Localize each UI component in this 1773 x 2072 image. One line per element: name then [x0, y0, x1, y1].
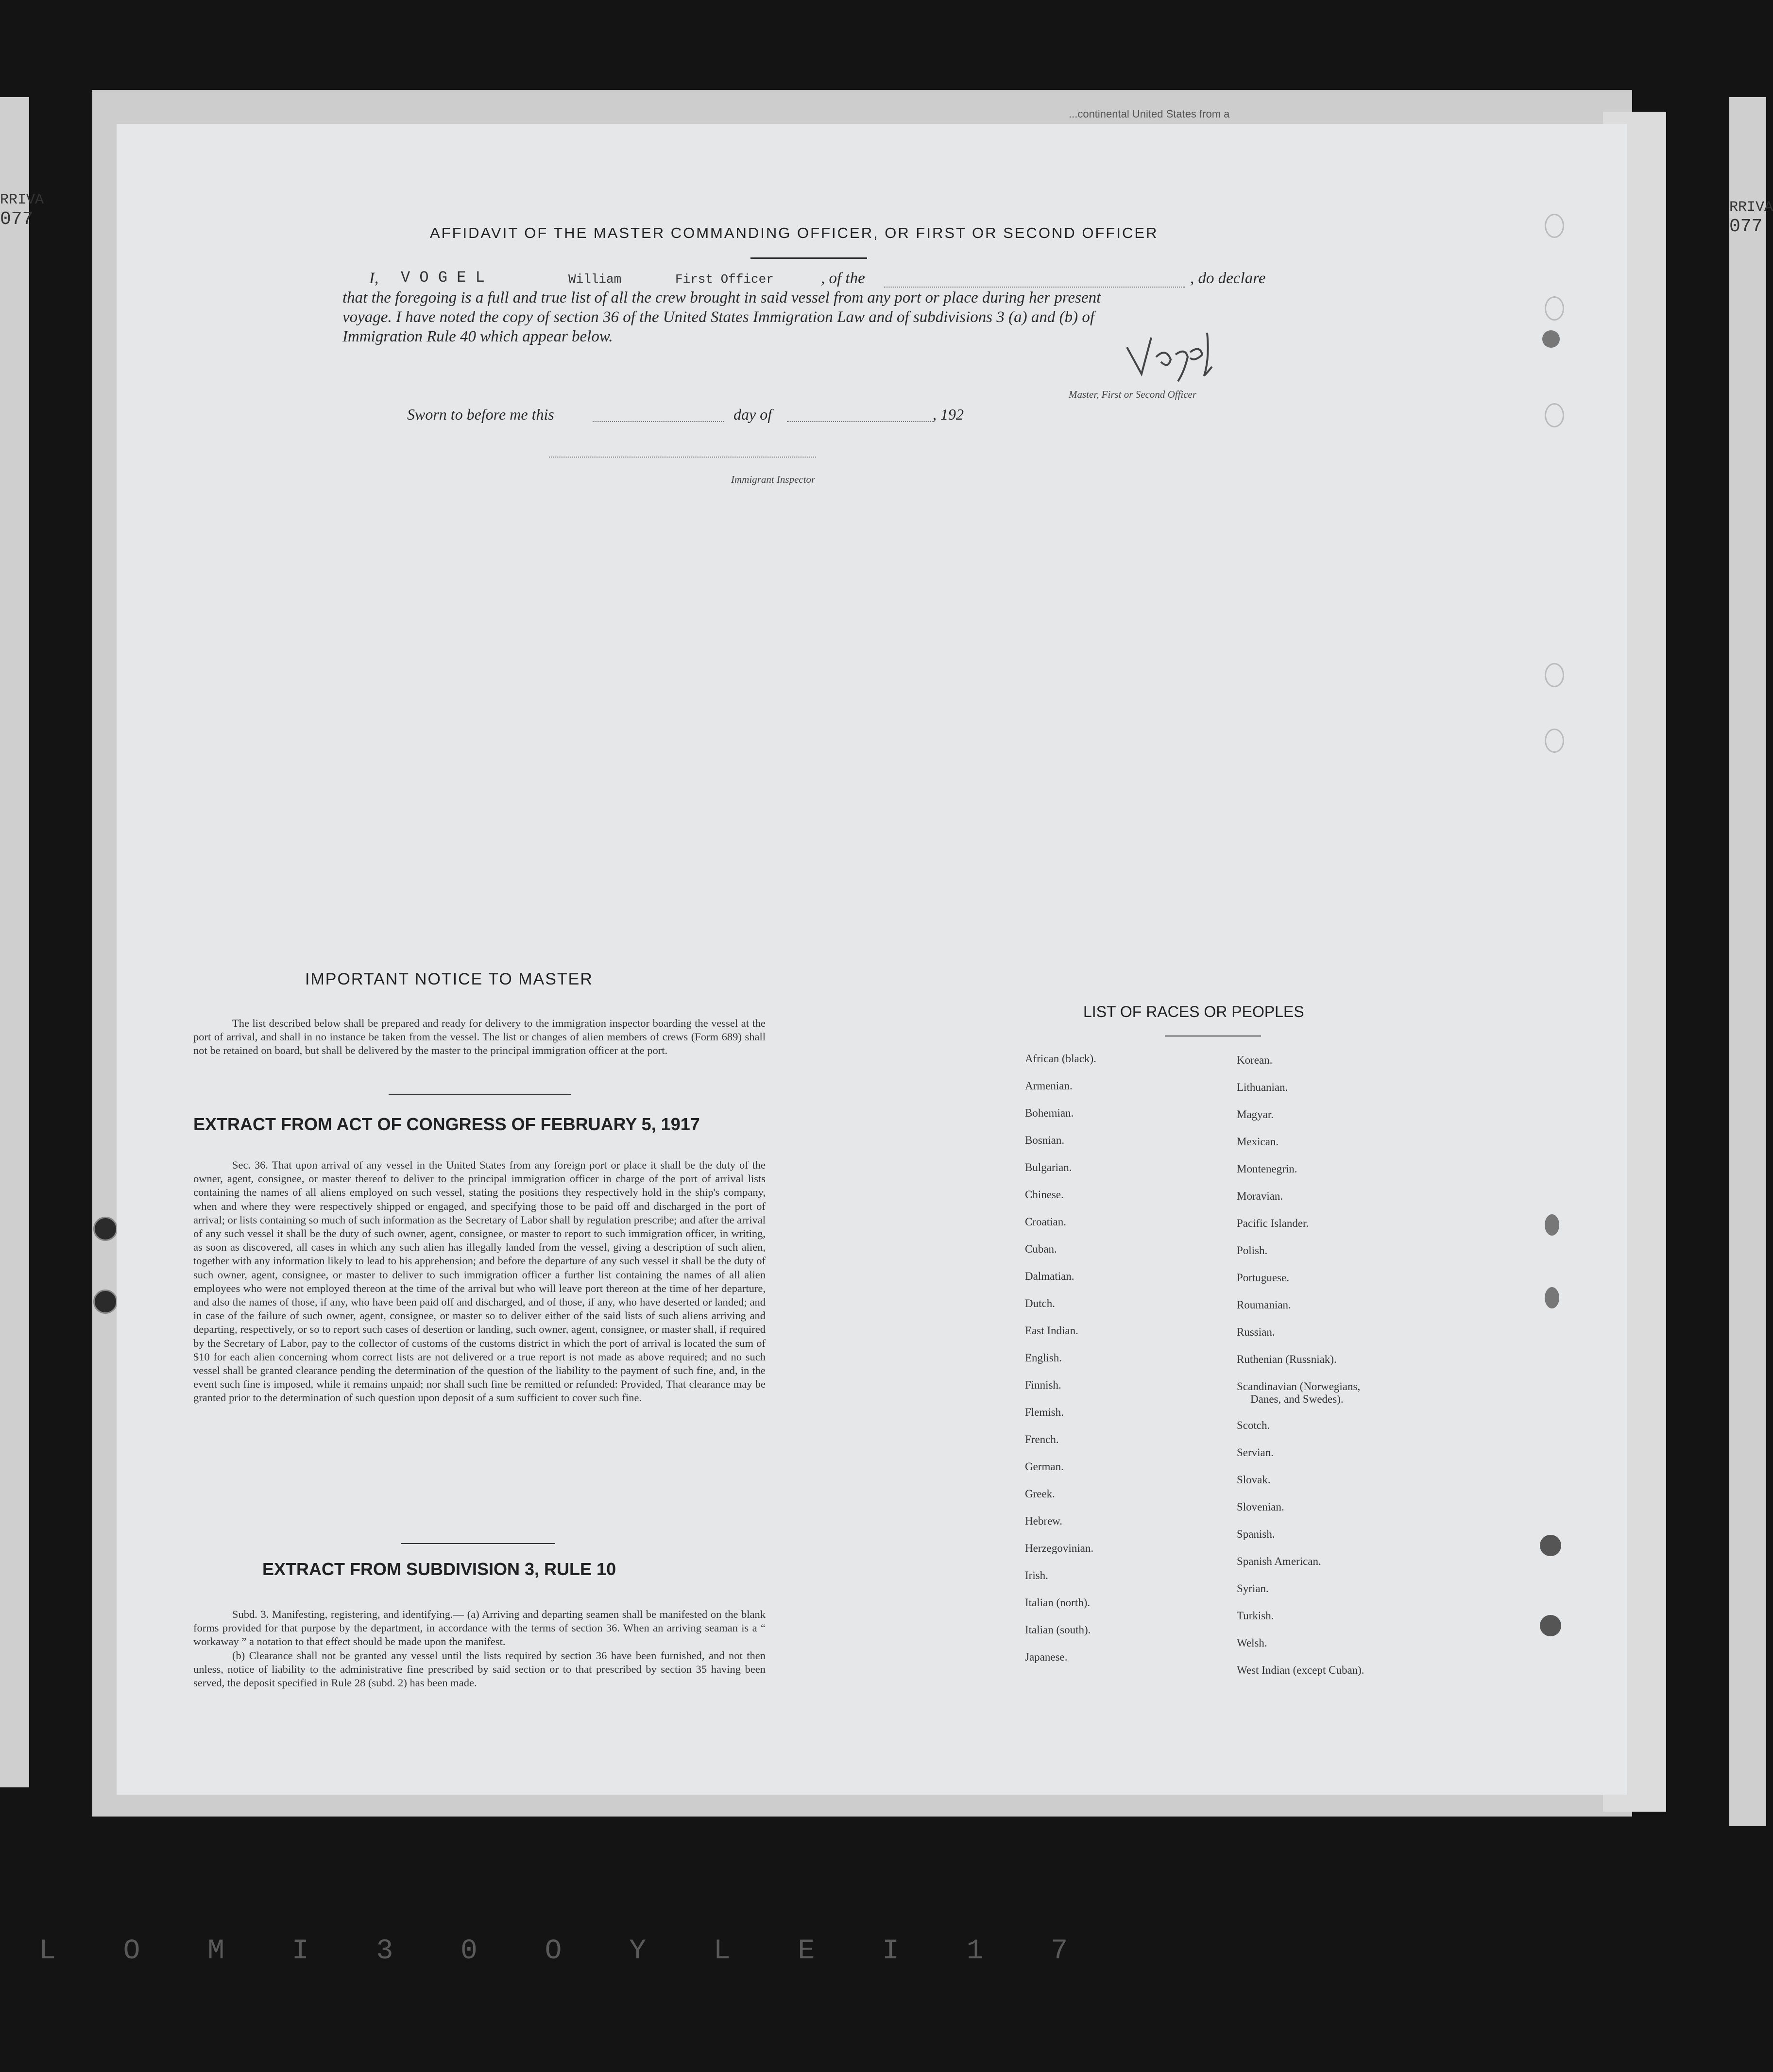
- race-item: Flemish.: [1025, 1406, 1064, 1418]
- notice-text: The list described below shall be prepared and ready for delivery to the immigration inspector boarding the vessel at the port of arrival, and shall in no instance be taken from the vessel. The list or changes of alien members of crews (Form 689) shall not be retained on board, but shall be delivered by the master to the principal immigration officer at the port.: [193, 1017, 766, 1057]
- notice-title: IMPORTANT NOTICE TO MASTER: [305, 970, 593, 988]
- race-item: English.: [1025, 1352, 1062, 1364]
- race-item: Finnish.: [1025, 1379, 1061, 1391]
- do-declare-text: , do declare: [1190, 270, 1266, 287]
- race-item: Roumanian.: [1237, 1299, 1291, 1311]
- affidavit-line-4: Immigration Rule 40 which appear below.: [342, 328, 613, 345]
- sworn-year: , 192: [933, 406, 964, 423]
- punch-mark-icon: [1545, 214, 1564, 238]
- race-item: Montenegrin.: [1237, 1163, 1297, 1175]
- officer-rank: First Officer: [675, 272, 774, 287]
- race-item: Mexican.: [1237, 1136, 1279, 1148]
- punch-mark-icon: [1545, 663, 1564, 687]
- race-item: Japanese.: [1025, 1651, 1068, 1663]
- race-item: Bosnian.: [1025, 1134, 1065, 1146]
- punch-mark-icon: [1545, 403, 1564, 427]
- sworn-prefix: Sworn to before me this: [407, 406, 554, 423]
- race-item: Turkish.: [1237, 1610, 1274, 1622]
- race-item: Greek.: [1025, 1488, 1055, 1500]
- punch-mark-icon: [1540, 1615, 1561, 1636]
- extract-rule-title: EXTRACT FROM SUBDIVISION 3, RULE 10: [262, 1559, 616, 1579]
- affidavit-line-2: that the foregoing is a full and true list of all the crew brought in said vessel from any port or place during her present: [342, 289, 1101, 306]
- extract-act-text: Sec. 36. That upon arrival of any vessel in the United States from any foreign port or place it shall be the duty of the owner, agent, consignee, or master thereof to deliver to the principal immigration officer in charge of the port of arrival lists containing the names of all aliens employed on such vessel, stating the positions they respectively hold in the ship's company, when and where they were respectively shipped or engaged, and specifying those to be paid off and discharged in the port of arrival; or lists containing so much of such information as the Secretary of Labor shall by regulation prescribe; and after the arrival of any such vessel it shall be the duty of such owner, agent, consignee, or master to report to such immigration officer, in writing, as soon as discovered, all cases in which any such alien has illegally landed from the vessel, giving a description of such alien, together with any information likely to lead to his apprehension; and before the departure of any such vessel it shall be the duty of such owner, agent, consignee, or master to deliver to such immigration officer a further list containing the names of all alien employees who were not employed thereon at the time of the arrival but who will leave port thereon at the time of her departure, and also the names of those, if any, who have been paid off and discharged, and of those, if any, who have deserted or landed; and in case of the failure of such owner, agent, consignee, or master so to deliver either of the said lists of such aliens arriving and departing, respectively, or so to report such cases of desertion or landing, such owner, agent, consignee, or master shall, if required by the Secretary of Labor, pay to the collector of customs of the customs district in which the port of arrival is located the sum of $10 for each alien concerning whom correct lists are not delivered or a true report is not made as above required; and no such vessel shall be granted clearance pending the determination of the question of the liability to the payment of such fine, and, in the event such fine is imposed, while it remains unpaid; nor shall such fine be remitted or refunded: Provided, That clearance may be granted prior to the determination of such question upon deposit of a sum sufficient to cover such fine.: [193, 1159, 766, 1404]
- race-item: Magyar.: [1237, 1108, 1274, 1121]
- inspector-signature-line: [549, 457, 816, 458]
- race-item: Bohemian.: [1025, 1107, 1074, 1119]
- race-item: Herzegovinian.: [1025, 1542, 1094, 1554]
- punch-mark-icon: [1542, 330, 1560, 348]
- race-item: Chinese.: [1025, 1189, 1064, 1201]
- punch-mark-icon: [1545, 296, 1564, 321]
- race-item: Scotch.: [1237, 1419, 1270, 1431]
- affidavit-title: AFFIDAVIT OF THE MASTER COMMANDING OFFICER, OR FIRST OR SECOND OFFICER: [430, 224, 1159, 241]
- race-item: Pacific Islander.: [1237, 1217, 1309, 1229]
- race-item: French.: [1025, 1433, 1059, 1445]
- race-item: African (black).: [1025, 1053, 1096, 1065]
- punch-mark-icon: [1545, 1214, 1559, 1236]
- race-item: Moravian.: [1237, 1190, 1283, 1202]
- race-item: Dutch.: [1025, 1297, 1055, 1309]
- race-item: Croatian.: [1025, 1216, 1066, 1228]
- title-rule: [750, 257, 867, 259]
- extract-rule: [401, 1543, 555, 1544]
- race-item: Irish.: [1025, 1569, 1048, 1581]
- extract-act-title: EXTRACT FROM ACT OF CONGRESS OF FEBRUARY 5, 1917: [193, 1114, 700, 1134]
- vessel-name-line: [884, 287, 1185, 288]
- race-item: Slovenian.: [1237, 1501, 1284, 1513]
- right-frame-number: 077: [1729, 216, 1763, 237]
- affidavit-line-3: voyage. I have noted the copy of section 36 of the United States Immigration Law and of subdivisions 3 (a) and (b) of: [342, 308, 1095, 326]
- extract-rule-text: Subd. 3. Manifesting, registering, and identifying.— (a) Arriving and departing seamen shall be manifested on the blank forms provided for that purpose by the department, in accordance with the terms of section 36. When an arriving seaman is a “ workaway ” a notation to that effect should be made upon the manifest. (b) Clearance shall not be granted any vessel until the lists required by section 36 have been furnished, and not then unless, notice of liability to the administrative fine prescribed by said section or to that prescribed by section 35 having been served, the deposit specified in Rule 28 (subd. 2) has been made.: [193, 1608, 766, 1689]
- race-item: German.: [1025, 1461, 1064, 1473]
- officer-signature: [1122, 328, 1229, 386]
- adjacent-frame-left: [0, 97, 29, 1787]
- sworn-month-line: [787, 421, 933, 422]
- race-item: West Indian (except Cuban).: [1237, 1664, 1364, 1676]
- race-item: Cuban.: [1025, 1243, 1057, 1255]
- race-item: Italian (south).: [1025, 1624, 1091, 1636]
- race-item: Danes, and Swedes).: [1250, 1393, 1344, 1405]
- left-frame-number: 077: [0, 209, 34, 230]
- punch-mark-icon: [1540, 1535, 1561, 1556]
- race-item: Polish.: [1237, 1244, 1268, 1257]
- officer-caption: Master, First or Second Officer: [1069, 389, 1197, 400]
- left-arrival-label: RRIVA: [0, 192, 44, 208]
- race-item: Scandinavian (Norwegians,: [1237, 1380, 1361, 1393]
- day-of-text: day of: [733, 406, 772, 423]
- race-item: Bulgarian.: [1025, 1161, 1072, 1173]
- top-right-fragment: ...continental United States from a: [1069, 108, 1230, 120]
- race-item: Ruthenian (Russniak).: [1237, 1353, 1337, 1365]
- race-item: East Indian.: [1025, 1325, 1078, 1337]
- race-item: Spanish American.: [1237, 1555, 1321, 1567]
- race-item: Servian.: [1237, 1446, 1274, 1459]
- race-item: Syrian.: [1237, 1582, 1269, 1595]
- race-item: Armenian.: [1025, 1080, 1073, 1092]
- race-item: Dalmatian.: [1025, 1270, 1074, 1282]
- race-item: Hebrew.: [1025, 1515, 1063, 1527]
- punch-mark-icon: [1545, 1287, 1559, 1308]
- race-item: Spanish.: [1237, 1528, 1275, 1540]
- race-item: Korean.: [1237, 1054, 1273, 1066]
- document-page: [117, 124, 1627, 1795]
- punch-mark-icon: [1545, 729, 1564, 753]
- binder-hole-icon: [93, 1290, 118, 1314]
- adjacent-frame-right: [1729, 97, 1766, 1826]
- affidavit-prefix: I,: [369, 270, 379, 287]
- officer-given-name: William: [568, 272, 622, 287]
- race-item: Lithuanian.: [1237, 1081, 1288, 1093]
- of-the-text: , of the: [821, 270, 865, 287]
- inspector-caption: Immigrant Inspector: [731, 474, 816, 485]
- race-item: Italian (north).: [1025, 1596, 1091, 1609]
- officer-surname: V O G E L: [401, 269, 485, 287]
- race-item: Portuguese.: [1237, 1272, 1289, 1284]
- notice-rule: [389, 1094, 571, 1095]
- race-item: Welsh.: [1237, 1637, 1267, 1649]
- binder-hole-icon: [93, 1217, 118, 1241]
- races-title: LIST OF RACES OR PEOPLES: [1083, 1003, 1304, 1020]
- race-item: Slovak.: [1237, 1474, 1271, 1486]
- race-item: Russian.: [1237, 1326, 1275, 1338]
- right-arrival-label: RRIVA: [1729, 199, 1773, 216]
- sworn-day-line: [593, 421, 724, 422]
- film-edge-markings: L O M I 3 0 O Y L E I 1 7: [39, 1936, 1093, 1967]
